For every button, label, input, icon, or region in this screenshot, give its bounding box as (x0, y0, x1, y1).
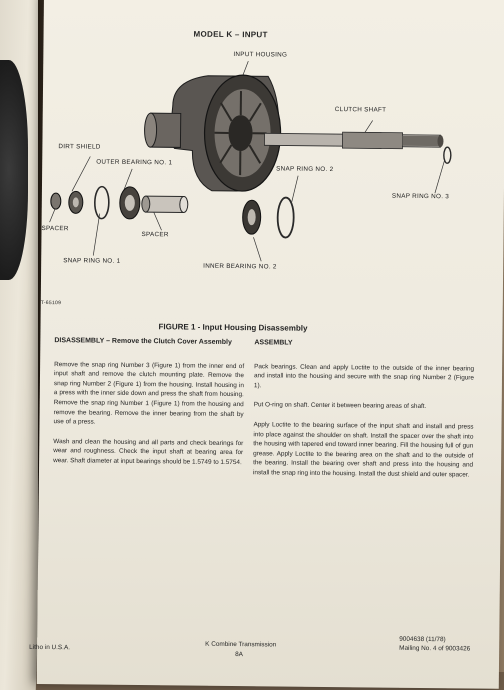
footer-mailing: Mailing No. 4 of 9003426 (399, 645, 470, 653)
spacer-tube-part (142, 196, 188, 212)
callout-clutch-shaft: CLUTCH SHAFT (335, 106, 387, 114)
outer-bearing-part (120, 187, 140, 219)
snap-ring-3-part (444, 147, 451, 163)
exploded-diagram-drawing (41, 39, 504, 314)
disassembly-paragraph-1: Remove the snap ring Number 3 (Figure 1) from the inner end of input shaft and remove the clutch mounting plate. Remove the snap ring Number 2 (Figure 1) from the housing. Install housing in a press with the inner side down and press the shaft from housing. Remove the snap ring Number 1 (Figure 1) from the housing and remove the bearing. Remove the inner bearing from the shaft by use of a press. (53, 360, 244, 429)
assembly-paragraph-1: Pack bearings. Clean and apply Loctite to the outside of the inner bearing and install into the housing and secure with the snap ring Number 2 (Figure 1). (254, 362, 474, 393)
input-housing-part (144, 74, 281, 191)
callout-snap-ring-3: SNAP RING NO. 3 (392, 193, 449, 201)
assembly-paragraph-3: Apply Loctite to the bearing surface of the input shaft and install and press into place against the shoulder on shaft. Install the spacer over the shaft into the housing with tapered end toward inner bearing. Fill the housing full of gun grease. Apply Loctite to the bearing area on the shaft and to the outside of the bearing. Install the bearing over shaft and press into the housing and install the snap ring into the housing. Install the dust shield and outer spacer. (253, 420, 474, 480)
figure-caption: FIGURE 1 - Input Housing Disassembly (158, 322, 307, 333)
assembly-heading: ASSEMBLY (254, 338, 474, 350)
exploded-diagram (41, 39, 504, 314)
manual-page (37, 0, 504, 689)
figure-code: T-65109 (41, 300, 62, 306)
footer-title: K Combine Transmission (205, 641, 276, 649)
disassembly-paragraph-2: Wash and clean the housing and all parts and check bearings for wear and roughness. Check the input shaft at bearing area for wear. Shaft diameter at input bearings should be 1.5749 to 1.5754. (53, 437, 243, 468)
callout-spacer-center: SPACER (141, 231, 168, 238)
snap-ring-1-part (95, 187, 109, 219)
disassembly-heading: DISASSEMBLY – Remove the Clutch Cover Assembly (54, 336, 244, 348)
dirt-shield-part (69, 191, 83, 213)
footer-page-number: 8A (235, 651, 243, 658)
clutch-shaft-part (264, 131, 443, 149)
callout-snap-ring-1: SNAP RING NO. 1 (63, 257, 120, 265)
disassembly-section (53, 336, 244, 478)
callout-input-housing: INPUT HOUSING (233, 51, 287, 59)
assembly-section (253, 338, 475, 490)
figure-heading: MODEL K – INPUT (194, 30, 268, 40)
footer-doc-number: 9004638 (11/78) (399, 636, 446, 643)
callout-snap-ring-2: SNAP RING NO. 2 (276, 165, 333, 173)
callout-spacer-left: SPACER (42, 225, 69, 232)
footer-litho: Litho in U.S.A. (29, 644, 70, 651)
inner-bearing-part (242, 200, 260, 234)
spacer-ring-part (51, 193, 61, 209)
callout-dirt-shield: DIRT SHIELD (58, 143, 100, 150)
callout-inner-bearing: INNER BEARING NO. 2 (203, 263, 277, 271)
assembly-paragraph-2: Put O-ring on shaft. Center it between bearing areas of shaft. (254, 401, 474, 413)
snap-ring-2-part (277, 197, 293, 237)
callout-outer-bearing: OUTER BEARING NO. 1 (96, 159, 172, 167)
